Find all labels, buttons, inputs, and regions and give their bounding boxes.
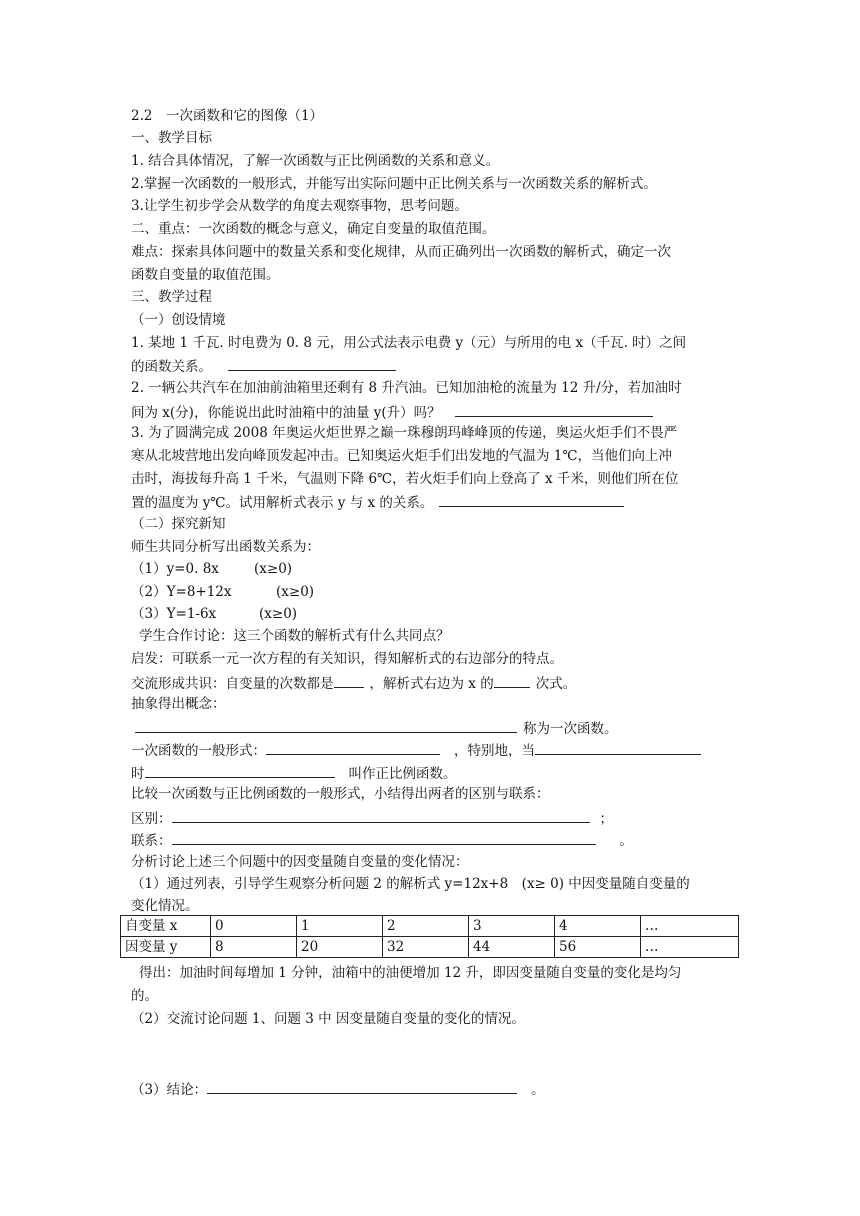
key-point: 二、重点：一次函数的概念与意义，确定自变量的取值范围。 bbox=[131, 221, 496, 237]
difference-line: 区别： ； bbox=[131, 807, 613, 829]
answer-blank[interactable] bbox=[334, 672, 364, 688]
subsection-heading: （二）探究新知 bbox=[131, 516, 226, 532]
section-process-heading: 三、教学过程 bbox=[131, 289, 212, 305]
table-row bbox=[121, 916, 739, 937]
table-cell: 0 bbox=[211, 916, 297, 937]
question-2-line: 2. 一辆公共汽车在加油前油箱里还剩有 8 升汽油。已知加油枪的流量为 12 升/分，若加油时 bbox=[131, 380, 682, 396]
change-intro: 分析讨论上述三个问题中的因变量随自变量的变化情况： bbox=[131, 854, 469, 870]
connection-blank[interactable] bbox=[172, 829, 596, 845]
abstract-label: 抽象得出概念： bbox=[131, 696, 226, 712]
connection-line: 联系： 。 bbox=[131, 829, 633, 851]
difference-blank[interactable] bbox=[172, 807, 590, 823]
question-1-line: 的函数关系。 bbox=[131, 355, 396, 377]
answer-blank[interactable] bbox=[535, 739, 701, 755]
general-form-line: 一次函数的一般形式： ，特别地，当 bbox=[131, 739, 701, 761]
step-1-line: 变化情况。 bbox=[131, 898, 199, 914]
lesson-title: 2.2 一次函数和它的图像（1） bbox=[131, 108, 324, 124]
table-cell: 32 bbox=[383, 937, 469, 958]
table-cell: 56 bbox=[555, 937, 641, 958]
direct-proportion-line: 时 叫作正比例函数。 bbox=[131, 762, 457, 784]
table-cell: … bbox=[641, 916, 739, 937]
subsection-heading: （一）创设情境 bbox=[131, 312, 226, 328]
question-1-line: 1. 某地 1 千瓦. 时电费为 0. 8 元，用公式法表示电费 y（元）与所用的电 x（千瓦. 时）之间 bbox=[131, 335, 687, 351]
value-table bbox=[120, 915, 739, 958]
formula-3: （3）Y=1-6x (x≥0) bbox=[131, 606, 298, 622]
question-3-line: 击时，海拔每升高 1 千米，气温则下降 6℃，若火炬手们向上登高了 x 千米，则他们所在位 bbox=[131, 471, 679, 487]
result-line: 得出：加油时间每增加 1 分钟，油箱中的油便增加 12 升，即因变量随自变量的变化是均匀 bbox=[139, 965, 682, 981]
formula-2: （2）Y=8+12x (x≥0) bbox=[131, 584, 315, 600]
concept-line: 称为一次函数。 bbox=[131, 717, 618, 739]
compare-text: 比较一次函数与正比例函数的一般形式，小结得出两者的区别与联系： bbox=[131, 786, 550, 802]
difficulty-line: 难点：探索具体问题中的数量关系和变化规律，从而正确列出一次函数的解析式，确定一次 bbox=[131, 244, 671, 260]
answer-blank[interactable] bbox=[455, 401, 653, 417]
question-2-line: 间为 x(分)，你能说出此时油箱中的油量 y(升）吗？ bbox=[131, 401, 653, 423]
table-header-cell: 自变量 x bbox=[121, 916, 211, 937]
formula-1: （1）y=0. 8x (x≥0) bbox=[131, 561, 293, 577]
result-line: 的。 bbox=[131, 988, 158, 1004]
consensus-line: 交流形成共识：自变量的次数都是 ，解析式右边为 x 的 次式。 bbox=[131, 672, 576, 694]
table-cell: 1 bbox=[297, 916, 383, 937]
analysis-intro: 师生共同分析写出函数关系为： bbox=[131, 539, 320, 555]
table-row bbox=[121, 937, 739, 958]
answer-blank[interactable] bbox=[266, 739, 440, 755]
table-cell: 3 bbox=[469, 916, 555, 937]
discussion-prompt: 学生合作讨论：这三个函数的解析式有什么共同点？ bbox=[139, 628, 450, 644]
question-3-line: 寒从北坡营地出发向峰顶发起冲击。已知奥运火炬手们出发地的气温为 1℃，当他们向上冲 bbox=[131, 448, 672, 464]
table-header-cell: 因变量 y bbox=[121, 937, 211, 958]
difficulty-line: 函数自变量的取值范围。 bbox=[131, 267, 280, 283]
answer-blank[interactable] bbox=[494, 672, 530, 688]
table-cell: 4 bbox=[555, 916, 641, 937]
objective-item: 2.掌握一次函数的一般形式，并能写出实际问题中正比例关系与一次函数关系的解析式。 bbox=[131, 176, 657, 192]
step-1-line: （1）通过列表，引导学生观察分析问题 2 的解析式 y=12x+8 (x≥ 0) 中因变量随自变量的 bbox=[131, 876, 690, 892]
question-3-line: 置的温度为 y℃。试用解析式表示 y 与 x 的关系。 bbox=[131, 491, 624, 513]
answer-blank[interactable] bbox=[439, 491, 624, 507]
answer-blank[interactable] bbox=[228, 355, 396, 371]
conclusion-line: （3）结论： 。 bbox=[131, 1078, 545, 1100]
objective-item: 3.让学生初步学会从数学的角度去观察事物，思考问题。 bbox=[131, 198, 468, 214]
table-cell: 2 bbox=[383, 916, 469, 937]
table-cell: 8 bbox=[211, 937, 297, 958]
conclusion-blank[interactable] bbox=[207, 1078, 517, 1094]
step-2-line: （2）交流讨论问题 1、问题 3 中 因变量随自变量的变化的情况。 bbox=[131, 1011, 525, 1027]
concept-blank[interactable] bbox=[135, 717, 517, 733]
question-3-line: 3. 为了圆满完成 2008 年奥运火炬世界之巅一珠穆朗玛峰峰顶的传递，奥运火炬手们不畏严 bbox=[131, 425, 678, 441]
table-cell: … bbox=[641, 937, 739, 958]
table-cell: 20 bbox=[297, 937, 383, 958]
table-cell: 44 bbox=[469, 937, 555, 958]
section-objectives-heading: 一、教学目标 bbox=[131, 130, 212, 146]
objective-item: 1. 结合具体情况，了解一次函数与正比例函数的关系和意义。 bbox=[131, 153, 500, 169]
answer-blank[interactable] bbox=[145, 762, 335, 778]
hint-text: 启发：可联系一元一次方程的有关知识，得知解析式的右边部分的特点。 bbox=[131, 651, 563, 667]
